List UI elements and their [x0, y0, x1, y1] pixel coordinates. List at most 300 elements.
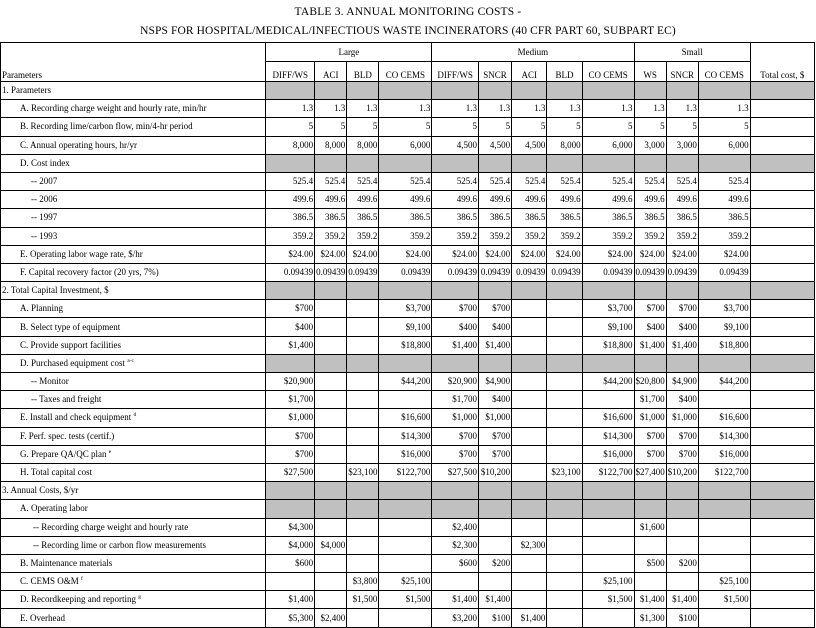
value-cell: $700 — [478, 427, 511, 445]
value-cell: 525.4 — [698, 172, 750, 190]
value-cell — [478, 536, 511, 554]
table-row — [1, 591, 815, 609]
value-cell: $1,700 — [634, 391, 666, 409]
row-label-text: B. Recording lime/carbon flow, min/4-hr period — [20, 121, 193, 132]
value-cell: 5 — [432, 118, 479, 136]
value-cell: $1,700 — [266, 391, 315, 409]
table-row — [1, 336, 815, 354]
value-cell: 1.3 — [432, 100, 479, 118]
value-cell — [547, 354, 582, 372]
value-cell: $16,600 — [379, 409, 432, 427]
value-cell: 386.5 — [634, 209, 666, 227]
value-cell: $400 — [432, 318, 479, 336]
value-cell — [698, 282, 750, 300]
value-cell — [512, 282, 547, 300]
value-cell: 386.5 — [266, 209, 315, 227]
value-cell: $1,500 — [582, 591, 634, 609]
value-cell — [315, 373, 347, 391]
row-label-text: 1. Parameters — [2, 85, 51, 96]
value-cell — [315, 463, 347, 481]
value-cell — [478, 573, 511, 591]
value-cell: $400 — [634, 318, 666, 336]
value-cell — [547, 554, 582, 572]
row-label-text: D. Purchased equipment cost — [20, 357, 125, 368]
group-small: Small — [634, 43, 750, 62]
value-cell: 1.3 — [547, 100, 582, 118]
value-cell: $700 — [634, 300, 666, 318]
value-cell — [347, 354, 379, 372]
total-cell — [750, 463, 814, 481]
value-cell: 525.4 — [432, 172, 479, 190]
value-cell: 6,000 — [379, 136, 432, 154]
column-header: DIFF/WS — [432, 62, 479, 82]
value-cell — [379, 282, 432, 300]
table-row — [1, 445, 815, 463]
table-row — [1, 263, 815, 281]
value-cell: 386.5 — [432, 209, 479, 227]
value-cell — [478, 354, 511, 372]
total-cell — [750, 100, 814, 118]
value-cell: $122,700 — [582, 463, 634, 481]
value-cell: 1.3 — [347, 100, 379, 118]
monitoring-costs-table — [0, 42, 815, 628]
value-cell: $600 — [432, 554, 479, 572]
value-cell: 8,000 — [315, 136, 347, 154]
total-cell — [750, 354, 814, 372]
value-cell: 5 — [582, 118, 634, 136]
row-label — [1, 427, 266, 445]
total-cell — [750, 409, 814, 427]
value-cell: $25,100 — [582, 573, 634, 591]
value-cell: 0.09439 — [266, 263, 315, 281]
value-cell: 8,000 — [347, 136, 379, 154]
row-label — [1, 573, 266, 591]
value-cell: 525.4 — [266, 172, 315, 190]
value-cell — [347, 409, 379, 427]
value-cell: 0.09439 — [315, 263, 347, 281]
row-label — [1, 300, 266, 318]
value-cell: $9,100 — [698, 318, 750, 336]
value-cell — [634, 500, 666, 518]
value-cell — [432, 573, 479, 591]
total-cell — [750, 336, 814, 354]
value-cell — [379, 518, 432, 536]
total-cell — [750, 591, 814, 609]
table-row — [1, 227, 815, 245]
value-cell — [547, 536, 582, 554]
table-row — [1, 354, 815, 372]
value-cell — [315, 427, 347, 445]
value-cell — [266, 482, 315, 500]
value-cell: 359.2 — [512, 227, 547, 245]
value-cell: 359.2 — [432, 227, 479, 245]
value-cell: $24.00 — [512, 245, 547, 263]
row-label-text: B. Maintenance materials — [20, 557, 113, 568]
row-label-text: C. Provide support facilities — [20, 339, 121, 350]
value-cell: $4,900 — [478, 373, 511, 391]
value-cell: 359.2 — [315, 227, 347, 245]
row-label-text: -- Monitor — [31, 376, 69, 387]
value-cell — [547, 373, 582, 391]
value-cell — [547, 82, 582, 100]
value-cell — [547, 409, 582, 427]
row-label-text: -- Recording lime or carbon flow measurements — [33, 539, 206, 550]
value-cell: 359.2 — [634, 227, 666, 245]
total-cell — [750, 391, 814, 409]
value-cell — [315, 445, 347, 463]
value-cell: $24.00 — [347, 245, 379, 263]
total-cell — [750, 209, 814, 227]
value-cell — [315, 409, 347, 427]
row-label — [1, 554, 266, 572]
value-cell — [478, 482, 511, 500]
column-header: ACI — [512, 62, 547, 82]
value-cell: $24.00 — [315, 245, 347, 263]
value-cell: $2,400 — [315, 609, 347, 627]
value-cell — [547, 573, 582, 591]
value-cell: $1,400 — [634, 591, 666, 609]
row-label — [1, 82, 266, 100]
value-cell — [634, 282, 666, 300]
value-cell: $20,800 — [634, 373, 666, 391]
value-cell: $16,000 — [379, 445, 432, 463]
value-cell — [666, 82, 698, 100]
value-cell: 0.09439 — [512, 263, 547, 281]
value-cell — [266, 282, 315, 300]
value-cell — [347, 336, 379, 354]
value-cell — [582, 518, 634, 536]
value-cell — [698, 482, 750, 500]
value-cell: 1.3 — [379, 100, 432, 118]
value-cell — [379, 154, 432, 172]
row-label-text: H. Total capital cost — [20, 467, 93, 478]
table-row — [1, 191, 815, 209]
value-cell: $1,400 — [478, 336, 511, 354]
value-cell — [315, 518, 347, 536]
value-cell: 8,000 — [547, 136, 582, 154]
value-cell: $18,800 — [379, 336, 432, 354]
value-cell: $2,300 — [432, 536, 479, 554]
value-cell: $1,400 — [432, 336, 479, 354]
value-cell — [666, 354, 698, 372]
value-cell — [347, 82, 379, 100]
value-cell — [512, 445, 547, 463]
row-label — [1, 118, 266, 136]
value-cell: 525.4 — [512, 172, 547, 190]
value-cell: $3,700 — [582, 300, 634, 318]
value-cell: 1.3 — [266, 100, 315, 118]
value-cell: $14,300 — [698, 427, 750, 445]
value-cell — [266, 154, 315, 172]
value-cell — [698, 536, 750, 554]
value-cell: 386.5 — [698, 209, 750, 227]
value-cell: 359.2 — [666, 227, 698, 245]
value-cell: $18,800 — [582, 336, 634, 354]
table-row — [1, 373, 815, 391]
value-cell: $24.00 — [379, 245, 432, 263]
value-cell — [634, 82, 666, 100]
value-cell: $24.00 — [582, 245, 634, 263]
value-cell: $16,600 — [582, 409, 634, 427]
total-cell — [750, 318, 814, 336]
value-cell: $1,400 — [266, 591, 315, 609]
value-cell: $1,400 — [512, 609, 547, 627]
value-cell: $400 — [478, 391, 511, 409]
value-cell — [547, 318, 582, 336]
total-cell — [750, 136, 814, 154]
value-cell: $700 — [266, 300, 315, 318]
value-cell: 499.6 — [478, 191, 511, 209]
value-cell: 5 — [634, 118, 666, 136]
value-cell — [347, 518, 379, 536]
value-cell: $1,400 — [666, 591, 698, 609]
total-cell — [750, 482, 814, 500]
row-label-text: -- 1997 — [31, 212, 58, 223]
value-cell: $122,700 — [698, 463, 750, 481]
value-cell — [666, 518, 698, 536]
value-cell: $700 — [432, 427, 479, 445]
table-row — [1, 82, 815, 100]
value-cell: 499.6 — [315, 191, 347, 209]
value-cell: 386.5 — [478, 209, 511, 227]
value-cell — [512, 573, 547, 591]
value-cell: 5 — [547, 118, 582, 136]
value-cell: $24.00 — [698, 245, 750, 263]
value-cell — [315, 282, 347, 300]
value-cell: $24.00 — [266, 245, 315, 263]
value-cell: 499.6 — [347, 191, 379, 209]
value-cell: 5 — [315, 118, 347, 136]
value-cell — [315, 354, 347, 372]
value-cell — [512, 154, 547, 172]
value-cell: 4,500 — [512, 136, 547, 154]
row-label-text: C. CEMS O&M — [20, 576, 79, 587]
value-cell: 525.4 — [634, 172, 666, 190]
value-cell: 8,000 — [266, 136, 315, 154]
total-cell — [750, 518, 814, 536]
value-cell — [547, 445, 582, 463]
table-row — [1, 154, 815, 172]
value-cell: $4,000 — [266, 536, 315, 554]
value-cell: 525.4 — [478, 172, 511, 190]
value-cell: $500 — [634, 554, 666, 572]
table-row — [1, 172, 815, 190]
value-cell: $700 — [432, 300, 479, 318]
value-cell — [666, 282, 698, 300]
row-label — [1, 463, 266, 481]
row-label-text: E. Install and check equipment — [20, 412, 132, 423]
value-cell: $3,700 — [379, 300, 432, 318]
value-cell — [512, 463, 547, 481]
value-cell: $24.00 — [547, 245, 582, 263]
value-cell: $122,700 — [379, 463, 432, 481]
value-cell: $700 — [666, 300, 698, 318]
value-cell: $700 — [478, 300, 511, 318]
value-cell — [347, 500, 379, 518]
value-cell — [698, 354, 750, 372]
value-cell: $5,300 — [266, 609, 315, 627]
value-cell: $1,400 — [432, 591, 479, 609]
value-cell — [315, 154, 347, 172]
row-label — [1, 282, 266, 300]
value-cell — [379, 82, 432, 100]
value-cell: $1,400 — [666, 336, 698, 354]
value-cell — [512, 82, 547, 100]
value-cell: $400 — [666, 391, 698, 409]
row-label-text: -- Taxes and freight — [31, 394, 102, 405]
value-cell — [634, 154, 666, 172]
header-blank — [1, 43, 266, 62]
value-cell: 5 — [666, 118, 698, 136]
value-cell: $16,000 — [698, 445, 750, 463]
value-cell: $1,700 — [432, 391, 479, 409]
value-cell: 386.5 — [666, 209, 698, 227]
value-cell: 386.5 — [315, 209, 347, 227]
value-cell — [547, 482, 582, 500]
value-cell: 4,500 — [478, 136, 511, 154]
value-cell: 499.6 — [266, 191, 315, 209]
value-cell — [547, 391, 582, 409]
header-blank-total — [750, 43, 814, 62]
value-cell: $1,500 — [379, 591, 432, 609]
row-label — [1, 191, 266, 209]
row-label-text: -- 1993 — [31, 230, 58, 241]
row-label — [1, 373, 266, 391]
value-cell — [547, 427, 582, 445]
value-cell — [315, 573, 347, 591]
value-cell — [634, 573, 666, 591]
value-cell — [547, 154, 582, 172]
table-row — [1, 409, 815, 427]
value-cell: $9,100 — [582, 318, 634, 336]
value-cell: 4,500 — [432, 136, 479, 154]
value-cell: 0.09439 — [666, 263, 698, 281]
table-title-line1: TABLE 3. ANNUAL MONITORING COSTS - — [294, 6, 522, 18]
value-cell: $4,300 — [266, 518, 315, 536]
value-cell — [347, 445, 379, 463]
value-cell: $25,100 — [698, 573, 750, 591]
header-row-columns — [1, 62, 815, 82]
value-cell: $1,000 — [432, 409, 479, 427]
value-cell — [266, 82, 315, 100]
value-cell — [379, 500, 432, 518]
value-cell: $1,600 — [634, 518, 666, 536]
value-cell: $1,500 — [698, 591, 750, 609]
value-cell — [698, 154, 750, 172]
table-row — [1, 482, 815, 500]
value-cell — [512, 591, 547, 609]
value-cell — [547, 518, 582, 536]
value-cell: 499.6 — [582, 191, 634, 209]
value-cell — [512, 318, 547, 336]
value-cell: 386.5 — [512, 209, 547, 227]
value-cell — [478, 154, 511, 172]
value-cell — [582, 154, 634, 172]
value-cell — [512, 427, 547, 445]
value-cell: $1,400 — [266, 336, 315, 354]
header-row-groups — [1, 43, 815, 62]
row-label — [1, 172, 266, 190]
table-row — [1, 554, 815, 572]
row-label — [1, 354, 266, 372]
value-cell — [582, 536, 634, 554]
total-cell — [750, 373, 814, 391]
total-cell — [750, 118, 814, 136]
value-cell: 1.3 — [634, 100, 666, 118]
value-cell — [582, 482, 634, 500]
parameters-header: Parameters — [1, 62, 266, 82]
value-cell: 0.09439 — [547, 263, 582, 281]
value-cell: $1,300 — [634, 609, 666, 627]
row-label-text: -- 2006 — [31, 194, 58, 205]
value-cell: $24.00 — [432, 245, 479, 263]
value-cell: $44,200 — [379, 373, 432, 391]
value-cell: 6,000 — [582, 136, 634, 154]
value-cell: 359.2 — [478, 227, 511, 245]
row-label — [1, 536, 266, 554]
value-cell — [315, 336, 347, 354]
value-cell: $9,100 — [379, 318, 432, 336]
footnote-marker: g — [138, 594, 141, 601]
table-row — [1, 136, 815, 154]
value-cell: $4,000 — [315, 536, 347, 554]
value-cell: 499.6 — [666, 191, 698, 209]
value-cell: $4,900 — [666, 373, 698, 391]
value-cell: $2,400 — [432, 518, 479, 536]
value-cell — [379, 554, 432, 572]
row-label — [1, 409, 266, 427]
table-row — [1, 300, 815, 318]
value-cell: $600 — [266, 554, 315, 572]
total-cell — [750, 191, 814, 209]
value-cell — [512, 500, 547, 518]
value-cell: $14,300 — [582, 427, 634, 445]
value-cell: $24.00 — [478, 245, 511, 263]
footnote-marker: f — [81, 576, 83, 583]
value-cell — [315, 82, 347, 100]
value-cell: 386.5 — [379, 209, 432, 227]
value-cell — [315, 300, 347, 318]
row-label-text: -- 2007 — [31, 176, 58, 187]
value-cell: $700 — [478, 445, 511, 463]
row-label-text: -- Recording charge weight and hourly rate — [33, 521, 189, 532]
value-cell — [379, 391, 432, 409]
value-cell: 0.09439 — [582, 263, 634, 281]
row-label — [1, 391, 266, 409]
total-cell — [750, 427, 814, 445]
value-cell: 3,000 — [634, 136, 666, 154]
value-cell — [666, 536, 698, 554]
total-cell — [750, 300, 814, 318]
column-header: ACI — [315, 62, 347, 82]
value-cell — [547, 591, 582, 609]
value-cell — [547, 282, 582, 300]
total-cell — [750, 573, 814, 591]
value-cell — [512, 354, 547, 372]
value-cell: $1,000 — [266, 409, 315, 427]
total-cell — [750, 554, 814, 572]
table-row — [1, 100, 815, 118]
value-cell: $44,200 — [698, 373, 750, 391]
value-cell: 5 — [698, 118, 750, 136]
value-cell — [634, 482, 666, 500]
total-cell — [750, 536, 814, 554]
row-label — [1, 227, 266, 245]
footnote-marker: a-c — [127, 357, 134, 364]
table-row — [1, 118, 815, 136]
value-cell — [315, 391, 347, 409]
value-cell — [512, 409, 547, 427]
